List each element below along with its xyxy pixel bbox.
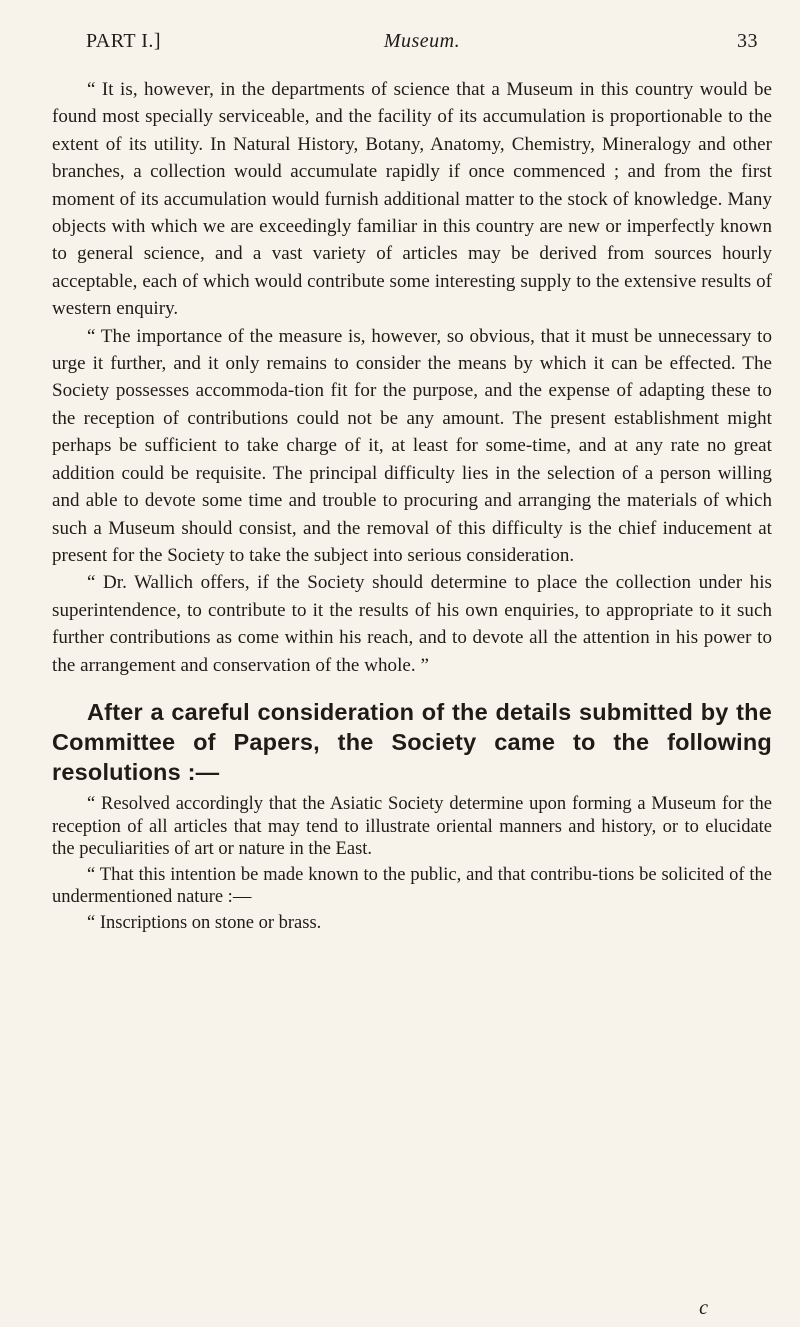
resolution: “ Resolved accordingly that the Asiatic Society determine upon forming a Museum for the reception of all articles that may tend to illustrate oriental manners and history, or to elucidate the peculiarities of art or nature in the East.: [52, 793, 772, 860]
page-body: [52, 76, 772, 935]
page-number: 33: [737, 30, 758, 52]
lead-statement: After a careful consideration of the details submitted by the Committee of Papers, the Society came to the following resolutions :—: [52, 698, 772, 785]
running-header: [86, 30, 758, 60]
paragraph: “ The importance of the measure is, however, so obvious, that it must be unnecessary to urge it further, and it only remains to consider the means by which it can be effected. The Society possesses accommoda-tion fit for the purpose, and the expense of adapting these to the reception of contributions could not be any amount. The present establishment might perhaps be sufficient to take charge of it, at least for some-time, and at any rate no great addition could be requisite. The principal difficulty lies in the selection of a person willing and able to devote some time and trouble to procuring and arranging the materials of which such a Museum should consist, and the removal of this difficulty is the chief inducement at present for the Society to take the subject into serious consideration.: [52, 325, 772, 566]
signature-mark: c: [699, 1297, 708, 1319]
running-title: Museum.: [383, 30, 461, 52]
paragraph: “ Dr. Wallich offers, if the Society should determine to place the collection under his superintendence, to contribute to it the results of his own enquiries, to appropriate to it such further contributions as come within his reach, and to devote all the attention in his power to the arrangement and conservation of the whole. ”: [52, 572, 772, 676]
paragraph: “ It is, however, in the departments of science that a Museum in this country would be found most specially serviceable, and the facility of its accumulation is proportionable to the extent of its utility. In Natural History, Botany, Anatomy, Chemistry, Mineralogy and other branches, a collection would accumulate rapidly if once commenced ; and from the first moment of its accumulation would furnish additional matter to the stock of knowledge. Many objects with which we are exceedingly familiar in this country are new or imperfectly known to general science, and a vast variety of articles may be derived from sources hourly acceptable, each of which would contribute some interesting supply to the extensive results of western enquiry.: [52, 79, 772, 320]
resolution: “ That this intention be made known to the public, and that contribu-tions be solicited of the undermentioned nature :—: [52, 864, 772, 908]
resolution: “ Inscriptions on stone or brass.: [87, 912, 322, 933]
part-label: PART I.]: [86, 30, 162, 52]
